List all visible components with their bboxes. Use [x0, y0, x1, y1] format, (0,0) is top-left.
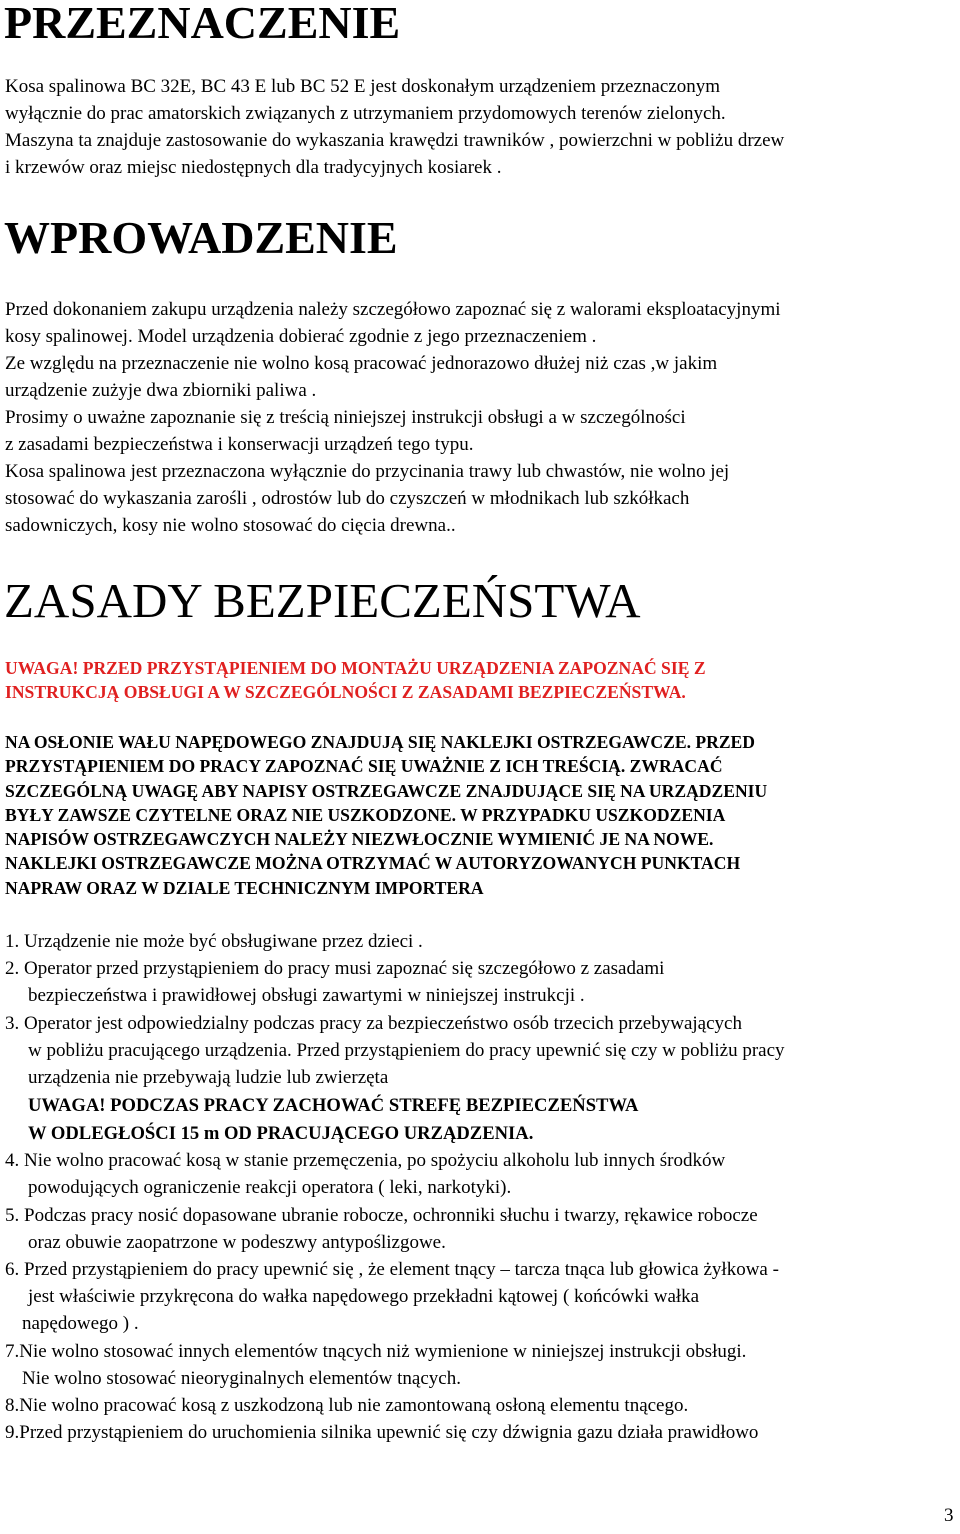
- list-item-2: 2. Operator przed przystąpieniem do pracy musi zapoznać się szczegółowo z zasadami: [5, 958, 665, 979]
- list-item-3-cont: urządzenia nie przebywają ludzie lub zwierzęta: [28, 1067, 389, 1088]
- warning-line: NA OSŁONIE WAŁU NAPĘDOWEGO ZNAJDUJĄ SIĘ NAKLEJKI OSTRZEGAWCZE. PRZED: [5, 732, 755, 752]
- text-line: wyłącznie do prac amatorskich związanych z utrzymaniem przydomowych terenów zielonych.: [5, 103, 726, 124]
- warning-line: NAKLEJKI OSTRZEGAWCZE MOŻNA OTRZYMAĆ W AUTORYZOWANYCH PUNKTACH: [5, 853, 741, 874]
- warning-line: BYŁY ZAWSZE CZYTELNE ORAZ NIE USZKODZONE. W PRZYPADKU USZKODZENIA: [5, 804, 726, 825]
- list-item-2-cont: bezpieczeństwa i prawidłowej obsługi zawartymi w niniejszej instrukcji .: [28, 985, 585, 1006]
- list-item-7-cont: Nie wolno stosować nieoryginalnych elementów tnących.: [22, 1368, 461, 1389]
- text-line: urządzenie zużyje dwa zbiorniki paliwa .: [5, 380, 317, 401]
- text-line: sadowniczych, kosy nie wolno stosować do cięcia drewna..: [5, 515, 456, 536]
- text-line: stosować do wykaszania zarośli , odrostów lub do czyszczeń w młodnikach lub szkółkach: [5, 488, 690, 509]
- list-item-6-cont: jest właściwie przykręcona do wałka napędowego przekładni kątowej ( końcówki wałka: [28, 1286, 700, 1307]
- heading-zasady-bezpieczenstwa: ZASADY BEZPIECZEŃSTWA: [4, 573, 641, 628]
- warning-line: SZCZEGÓLNĄ UWAGĘ ABY NAPISY OSTRZEGAWCZE ZNAJDUJĄCE SIĘ NA URZĄDZENIU: [5, 780, 768, 801]
- paragraph-przeznaczenie: [5, 73, 784, 181]
- list-item-3: 3. Operator jest odpowiedzialny podczas pracy za bezpieczeństwo osób trzecich przebywających: [5, 1013, 742, 1034]
- heading-wprowadzenie: WPROWADZENIE: [4, 212, 398, 263]
- list-item-9: 9.Przed przystąpieniem do uruchomienia silnika upewnić się czy dźwignia gazu działa prawidłowo: [5, 1422, 759, 1443]
- warning-line: NAPRAW ORAZ W DZIALE TECHNICZNYM IMPORTERA: [5, 877, 484, 898]
- warning-line: NAPISÓW OSTRZEGAWCZYCH NALEŻY NIEZWŁOCZNIE WYMIENIĆ JE NA NOWE.: [5, 829, 714, 850]
- list-item-5: 5. Podczas pracy nosić dopasowane ubranie robocze, ochronniki słuchu i twarzy, rękawice robocze: [5, 1205, 758, 1226]
- list-item-8: 8.Nie wolno pracować kosą z uszkodzoną lub nie zamontowaną osłoną elementu tnącego.: [5, 1395, 689, 1416]
- text-line: Ze względu na przeznaczenie nie wolno kosą pracować jednorazowo dłużej niż czas ,w jakim: [5, 353, 718, 374]
- list-item-3-warning: UWAGA! PODCZAS PRACY ZACHOWAĆ STREFĘ BEZPIECZEŃSTWA: [28, 1095, 639, 1116]
- text-line: Przed dokonaniem zakupu urządzenia należy szczegółowo zapoznać się z walorami eksploatacyjnymi: [5, 299, 781, 320]
- paragraph-wprowadzenie: [5, 296, 781, 539]
- text-line: Prosimy o uważne zapoznanie się z treścią niniejszej instrukcji obsługi a w szczególności: [5, 407, 686, 428]
- warning-line: INSTRUKCJĄ OBSŁUGI A W SZCZEGÓLNOŚCI Z ZASADAMI BEZPIECZEŃSTWA.: [5, 682, 686, 702]
- list-item-5-cont: oraz obuwie zaopatrzone w podeszwy antypoślizgowe.: [28, 1232, 446, 1253]
- list-item-4-cont: powodujących ograniczenie reakcji operatora ( leki, narkotyki).: [28, 1177, 512, 1198]
- text-line: z zasadami bezpieczeństwa i konserwacji urządzeń tego typu.: [5, 434, 474, 455]
- list-item-1: 1. Urządzenie nie może być obsługiwane przez dzieci .: [5, 931, 423, 952]
- list-item-6: 6. Przed przystąpieniem do pracy upewnić się , że element tnący – tarcza tnąca lub głowica żyłkowa -: [5, 1259, 779, 1280]
- warning-red: [5, 656, 706, 704]
- list-item-3-cont: w pobliżu pracującego urządzenia. Przed przystąpieniem do pracy upewnić się czy w pobliżu pracy: [28, 1040, 785, 1061]
- list-item-6-cont: napędowego ) .: [22, 1313, 139, 1334]
- warning-line: UWAGA! PRZED PRZYSTĄPIENIEM DO MONTAŻU URZĄDZENIA ZAPOZNAĆ SIĘ Z: [5, 658, 706, 678]
- text-line: i krzewów oraz miejsc niedostępnych dla tradycyjnych kosiarek .: [5, 157, 502, 178]
- list-item-4: 4. Nie wolno pracować kosą w stanie przemęczenia, po spożyciu alkoholu lub innych środków: [5, 1150, 726, 1171]
- warning-line: PRZYSTĄPIENIEM DO PRACY ZAPOZNAĆ SIĘ UWAŻNIE Z ICH TREŚCIĄ. ZWRACAĆ: [5, 756, 723, 777]
- warning-stickers: [5, 730, 767, 900]
- text-line: Kosa spalinowa BC 32E, BC 43 E lub BC 52 E jest doskonałym urządzeniem przeznaczonym: [5, 76, 720, 97]
- list-item-3-warning: W ODLEGŁOŚCI 15 m OD PRACUJĄCEGO URZĄDZENIA.: [28, 1123, 534, 1144]
- heading-przeznaczenie: PRZEZNACZENIE: [4, 0, 401, 48]
- text-line: Kosa spalinowa jest przeznaczona wyłącznie do przycinania trawy lub chwastów, nie wolno jej: [5, 461, 730, 482]
- page-number: 3: [944, 1505, 954, 1526]
- list-item-7: 7.Nie wolno stosować innych elementów tnących niż wymienione w niniejszej instrukcji obsługi.: [5, 1341, 747, 1362]
- text-line: kosy spalinowej. Model urządzenia dobierać zgodnie z jego przeznaczeniem .: [5, 326, 597, 347]
- text-line: Maszyna ta znajduje zastosowanie do wykaszania krawędzi trawników , powierzchni w pobliżu drzew: [5, 130, 785, 151]
